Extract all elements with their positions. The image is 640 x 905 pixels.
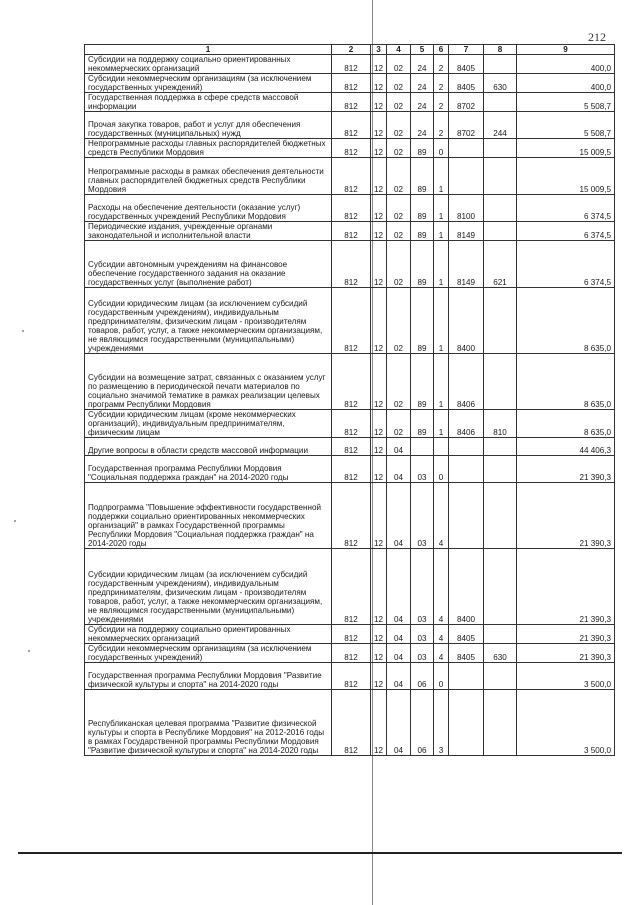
row-name: Субсидии на поддержку социально ориентированных некоммерческих организаций: [85, 625, 332, 644]
code-ministry: 812: [332, 74, 371, 93]
amount: 3 500,0: [517, 690, 615, 756]
code-expense-type: [484, 354, 517, 410]
code-section: 12: [371, 74, 387, 93]
code-expense-type: 621: [484, 241, 517, 288]
table-row: [85, 410, 615, 438]
code-subsection: 04: [387, 483, 411, 549]
table-row: [85, 663, 615, 690]
code-ministry: 812: [332, 139, 371, 158]
code-ministry: 812: [332, 438, 371, 456]
code-ministry: 812: [332, 483, 371, 549]
code-section: 12: [371, 483, 387, 549]
amount: 21 390,3: [517, 625, 615, 644]
code-expense-type: 630: [484, 74, 517, 93]
code-item: 8405: [449, 55, 484, 74]
code-subprogram: 4: [434, 625, 449, 644]
table-row: [85, 112, 615, 139]
code-program: 89: [411, 354, 434, 410]
code-expense-type: [484, 625, 517, 644]
code-item: [449, 483, 484, 549]
code-subsection: 02: [387, 410, 411, 438]
code-ministry: 812: [332, 93, 371, 112]
code-program: 24: [411, 74, 434, 93]
amount: 6 374,5: [517, 195, 615, 222]
code-item: [449, 438, 484, 456]
code-section: 12: [371, 158, 387, 195]
code-subprogram: 1: [434, 288, 449, 354]
code-subsection: 02: [387, 74, 411, 93]
code-ministry: 812: [332, 241, 371, 288]
table-row: [85, 456, 615, 483]
budget-table: [84, 44, 615, 756]
code-subsection: 02: [387, 288, 411, 354]
code-program: 03: [411, 625, 434, 644]
header-cell: 7: [449, 45, 484, 55]
code-item: [449, 139, 484, 158]
code-subprogram: 1: [434, 410, 449, 438]
amount: 21 390,3: [517, 644, 615, 663]
code-section: 12: [371, 456, 387, 483]
code-subsection: 04: [387, 625, 411, 644]
code-item: 8400: [449, 549, 484, 625]
code-expense-type: [484, 690, 517, 756]
code-subprogram: 2: [434, 74, 449, 93]
table-row: [85, 644, 615, 663]
table-row: [85, 625, 615, 644]
code-section: 12: [371, 195, 387, 222]
code-ministry: 812: [332, 456, 371, 483]
code-section: 12: [371, 222, 387, 241]
code-program: 89: [411, 288, 434, 354]
table-row: [85, 222, 615, 241]
amount: 3 500,0: [517, 663, 615, 690]
code-subprogram: 2: [434, 112, 449, 139]
code-expense-type: [484, 139, 517, 158]
amount: 15 009,5: [517, 158, 615, 195]
scan-dot: [14, 520, 16, 522]
row-name: Субсидии некоммерческим организациям (за исключением государственных учреждений): [85, 74, 332, 93]
code-subsection: 02: [387, 195, 411, 222]
code-subprogram: 1: [434, 195, 449, 222]
code-ministry: 812: [332, 354, 371, 410]
code-section: 12: [371, 690, 387, 756]
amount: 5 508,7: [517, 93, 615, 112]
code-item: 8405: [449, 74, 484, 93]
header-cell: 5: [411, 45, 434, 55]
code-section: 12: [371, 663, 387, 690]
code-section: 12: [371, 112, 387, 139]
table-row: [85, 483, 615, 549]
code-subsection: 04: [387, 663, 411, 690]
table-row: [85, 354, 615, 410]
code-subprogram: 2: [434, 55, 449, 74]
code-expense-type: [484, 549, 517, 625]
header-cell: 1: [85, 45, 332, 55]
code-section: 12: [371, 354, 387, 410]
code-item: [449, 456, 484, 483]
table-row: [85, 195, 615, 222]
code-subsection: 02: [387, 222, 411, 241]
code-ministry: 812: [332, 549, 371, 625]
code-subprogram: 0: [434, 456, 449, 483]
scan-dot: [28, 650, 30, 652]
row-name: Субсидии юридическим лицам (кроме некоммерческих организаций), индивидуальным предпринимателям, физическим лицам: [85, 410, 332, 438]
code-section: 12: [371, 644, 387, 663]
header-cell: 9: [517, 45, 615, 55]
row-name: Непрограммные расходы в рамках обеспечения деятельности главных распорядителей бюджетных средств Республики Мордовия: [85, 158, 332, 195]
amount: 8 635,0: [517, 410, 615, 438]
code-item: 8406: [449, 410, 484, 438]
code-ministry: 812: [332, 55, 371, 74]
row-name: Государственная программа Республики Мордовия "Развитие физической культуры и спорта" на 2014-2020 годы: [85, 663, 332, 690]
code-subprogram: 1: [434, 222, 449, 241]
code-program: 89: [411, 139, 434, 158]
code-subsection: 02: [387, 139, 411, 158]
amount: 44 406,3: [517, 438, 615, 456]
code-section: 12: [371, 93, 387, 112]
row-name: Расходы на обеспечение деятельности (оказание услуг) государственных учреждений Республики Мордовия: [85, 195, 332, 222]
page-number: 212: [588, 30, 606, 44]
code-subprogram: 2: [434, 93, 449, 112]
row-name: Другие вопросы в области средств массовой информации: [85, 438, 332, 456]
table-row: [85, 438, 615, 456]
code-section: 12: [371, 549, 387, 625]
code-program: 89: [411, 222, 434, 241]
code-subprogram: 4: [434, 644, 449, 663]
amount: 8 635,0: [517, 354, 615, 410]
code-subprogram: [434, 438, 449, 456]
row-name: Прочая закупка товаров, работ и услуг для обеспечения государственных (муниципальных) нужд: [85, 112, 332, 139]
amount: 6 374,5: [517, 222, 615, 241]
code-expense-type: [484, 55, 517, 74]
code-item: 8149: [449, 222, 484, 241]
code-program: 24: [411, 93, 434, 112]
code-item: 8405: [449, 644, 484, 663]
header-cell: 4: [387, 45, 411, 55]
code-ministry: 812: [332, 222, 371, 241]
code-subsection: 02: [387, 112, 411, 139]
code-ministry: 812: [332, 158, 371, 195]
code-item: 8100: [449, 195, 484, 222]
code-expense-type: 244: [484, 112, 517, 139]
code-item: [449, 663, 484, 690]
code-ministry: 812: [332, 112, 371, 139]
code-subsection: 02: [387, 241, 411, 288]
code-program: 89: [411, 158, 434, 195]
amount: 21 390,3: [517, 549, 615, 625]
code-item: 8702: [449, 93, 484, 112]
code-program: 89: [411, 241, 434, 288]
code-subsection: 04: [387, 549, 411, 625]
code-item: [449, 690, 484, 756]
code-program: 03: [411, 456, 434, 483]
code-expense-type: 630: [484, 644, 517, 663]
row-name: Субсидии автономным учреждениям на финансовое обеспечение государственного задания на оказание государственных услуг (выполнение работ): [85, 241, 332, 288]
code-item: 8405: [449, 625, 484, 644]
code-subprogram: 0: [434, 663, 449, 690]
amount: 6 374,5: [517, 241, 615, 288]
code-subprogram: 1: [434, 158, 449, 195]
row-name: Непрограммные расходы главных распорядителей бюджетных средств Республики Мордовия: [85, 139, 332, 158]
code-program: 03: [411, 483, 434, 549]
code-section: 12: [371, 241, 387, 288]
table-row: [85, 549, 615, 625]
code-subsection: 04: [387, 644, 411, 663]
table-row: [85, 74, 615, 93]
scan-fold-line: [372, 0, 373, 905]
code-item: 8149: [449, 241, 484, 288]
row-name: Республиканская целевая программа "Развитие физической культуры и спорта в Республике Мордовия" на 2012-2016 годы в рамках Государственной программы Республики Мордовия "Развитие физической культуры и спорта" на 2014-2020 годы: [85, 690, 332, 756]
code-section: 12: [371, 288, 387, 354]
code-section: 12: [371, 410, 387, 438]
code-section: 12: [371, 438, 387, 456]
code-program: 03: [411, 644, 434, 663]
header-cell: 3: [371, 45, 387, 55]
table-row: [85, 55, 615, 74]
code-expense-type: [484, 438, 517, 456]
code-subprogram: 1: [434, 354, 449, 410]
code-ministry: 812: [332, 644, 371, 663]
code-ministry: 812: [332, 690, 371, 756]
code-program: 03: [411, 549, 434, 625]
code-item: 8400: [449, 288, 484, 354]
table-row: [85, 139, 615, 158]
code-program: 24: [411, 112, 434, 139]
code-section: 12: [371, 139, 387, 158]
row-name: Субсидии некоммерческим организациям (за исключением государственных учреждений): [85, 644, 332, 663]
code-expense-type: 810: [484, 410, 517, 438]
code-section: 12: [371, 625, 387, 644]
amount: 8 635,0: [517, 288, 615, 354]
code-expense-type: [484, 288, 517, 354]
scan-dot: [22, 330, 24, 332]
code-program: 89: [411, 410, 434, 438]
amount: 400,0: [517, 74, 615, 93]
row-name: Государственная программа Республики Мордовия "Социальная поддержка граждан" на 2014-2020 годы: [85, 456, 332, 483]
code-expense-type: [484, 158, 517, 195]
code-expense-type: [484, 93, 517, 112]
row-name: Субсидии юридическим лицам (за исключением субсидий государственным учреждениям), индивидуальным предпринимателям, физическим лицам - производителям товаров, работ, услуг, а также некоммерческим организациям, не являющимся государственными (муниципальными) учреждениями: [85, 288, 332, 354]
code-item: [449, 158, 484, 195]
code-ministry: 812: [332, 625, 371, 644]
code-program: 06: [411, 690, 434, 756]
amount: 21 390,3: [517, 483, 615, 549]
amount: 21 390,3: [517, 456, 615, 483]
code-subsection: 02: [387, 93, 411, 112]
code-subsection: 02: [387, 354, 411, 410]
code-item: 8406: [449, 354, 484, 410]
code-subprogram: 4: [434, 483, 449, 549]
table-row: [85, 93, 615, 112]
table-row: [85, 158, 615, 195]
table-row: [85, 288, 615, 354]
code-subprogram: 4: [434, 549, 449, 625]
header-cell: 8: [484, 45, 517, 55]
row-name: Подпрограмма "Повышение эффективности государственной поддержки социально ориентированных некоммерческих организаций" в рамках Государственной программы Республики Мордовия "Социальная поддержка граждан" на 2014-2020 годы: [85, 483, 332, 549]
code-program: 89: [411, 195, 434, 222]
code-expense-type: [484, 195, 517, 222]
code-ministry: 812: [332, 195, 371, 222]
code-subsection: 04: [387, 438, 411, 456]
row-name: Государственная поддержка в сфере средств массовой информации: [85, 93, 332, 112]
code-ministry: 812: [332, 663, 371, 690]
code-program: 06: [411, 663, 434, 690]
header-cell: 6: [434, 45, 449, 55]
table-row: [85, 690, 615, 756]
amount: 15 009,5: [517, 139, 615, 158]
code-expense-type: [484, 456, 517, 483]
code-expense-type: [484, 483, 517, 549]
code-program: 24: [411, 55, 434, 74]
code-ministry: 812: [332, 288, 371, 354]
bottom-rule: [18, 852, 622, 854]
code-expense-type: [484, 222, 517, 241]
code-ministry: 812: [332, 410, 371, 438]
amount: 5 508,7: [517, 112, 615, 139]
row-name: Периодические издания, учрежденные органами законодательной и исполнительной власти: [85, 222, 332, 241]
row-name: Субсидии на поддержку социально ориентированных некоммерческих организаций: [85, 55, 332, 74]
code-subprogram: 3: [434, 690, 449, 756]
code-expense-type: [484, 663, 517, 690]
code-subsection: 02: [387, 55, 411, 74]
table-header-row: [85, 45, 615, 55]
row-name: Субсидии на возмещение затрат, связанных с оказанием услуг по размещению в периодической печати материалов по социально значимой тематике в рамках реализации целевых программ Республики Мордовия: [85, 354, 332, 410]
code-subsection: 04: [387, 456, 411, 483]
code-subprogram: 1: [434, 241, 449, 288]
code-item: 8702: [449, 112, 484, 139]
code-section: 12: [371, 55, 387, 74]
code-subsection: 02: [387, 158, 411, 195]
code-subprogram: 0: [434, 139, 449, 158]
header-cell: 2: [332, 45, 371, 55]
row-name: Субсидии юридическим лицам (за исключением субсидий государственным учреждениям), индивидуальным предпринимателям, физическим лицам - производителям товаров, работ, услуг, а также некоммерческим организациям, не являющимся государственными (муниципальными) учреждениями: [85, 549, 332, 625]
code-subsection: 04: [387, 690, 411, 756]
table-row: [85, 241, 615, 288]
code-program: [411, 438, 434, 456]
amount: 400,0: [517, 55, 615, 74]
